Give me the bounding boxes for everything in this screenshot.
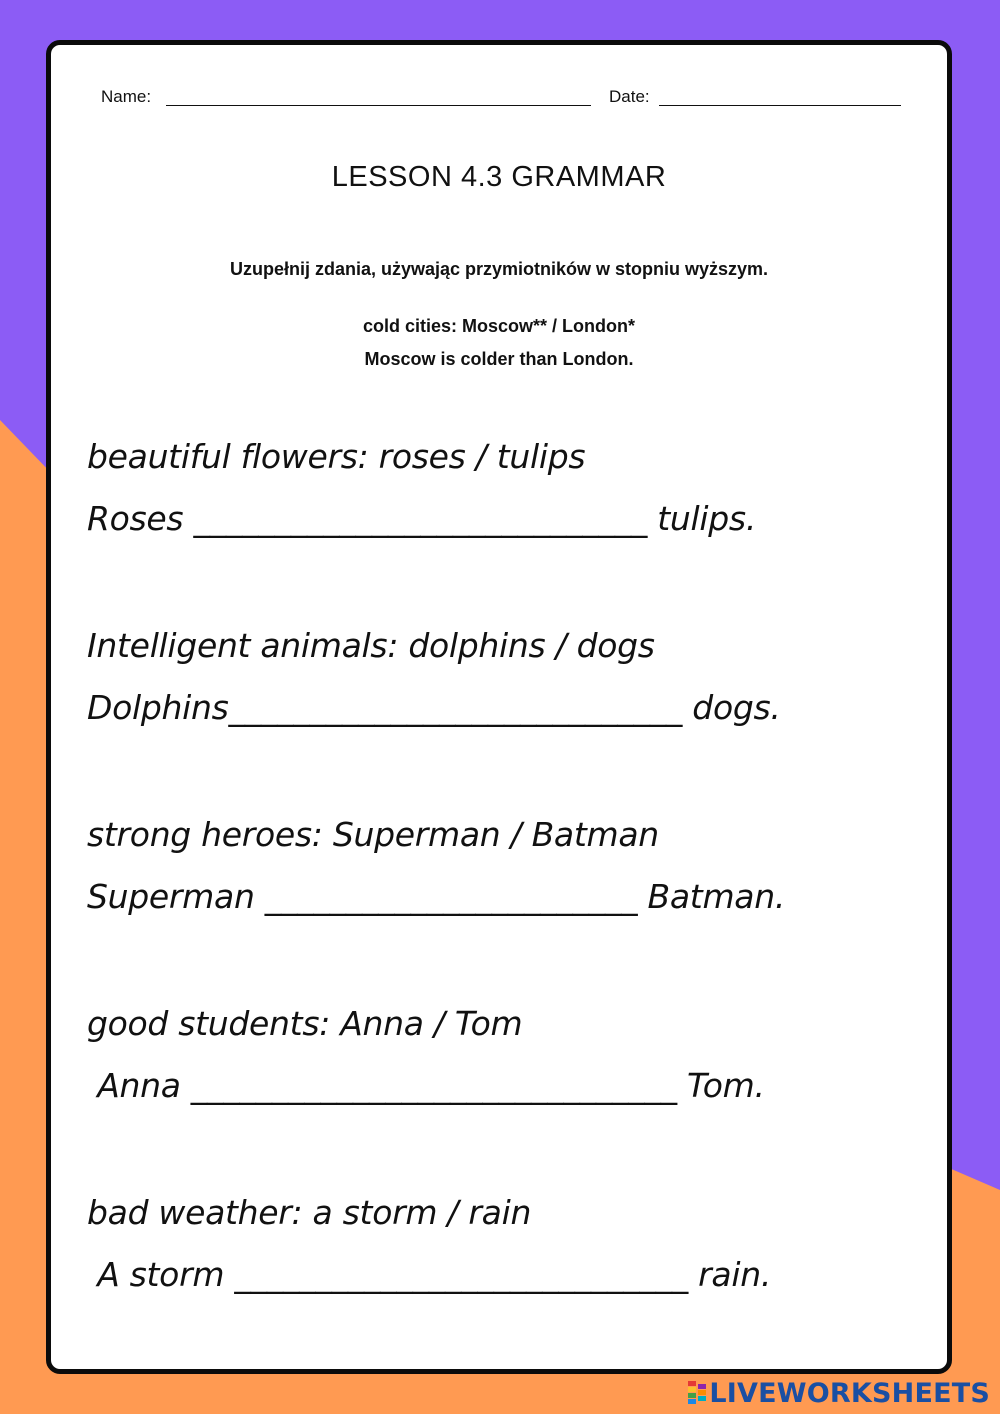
example-prompt: cold cities: Moscow** / London* <box>362 316 636 336</box>
exercise-prompt: Intelligent animals: dolphins / dogs <box>87 626 655 665</box>
watermark-text: LIVEWORKSHEETS <box>709 1377 990 1409</box>
exercise-answer-blank[interactable]: Roses ____________________________ tulips. <box>87 499 757 538</box>
exercise-prompt: bad weather: a storm / rain <box>87 1193 532 1232</box>
exercise-answer-blank[interactable]: Dolphins____________________________ dogs. <box>87 688 781 727</box>
date-field[interactable] <box>659 105 901 106</box>
liveworksheets-watermark[interactable] <box>688 1378 990 1408</box>
instruction-text: Uzupełnij zdania, używając przymiotników w stopniu wyższym. <box>229 259 769 279</box>
exercise-prompt: strong heroes: Superman / Batman <box>87 815 659 854</box>
exercise-prompt: good students: Anna / Tom <box>87 1004 523 1043</box>
example-answer: Moscow is colder than London. <box>364 349 634 369</box>
worksheet-page <box>46 40 952 1374</box>
exercise-prompt: beautiful flowers: roses / tulips <box>87 437 586 476</box>
header-row <box>101 87 901 109</box>
page-title: LESSON 4.3 GRAMMAR <box>331 161 667 193</box>
name-field[interactable] <box>166 105 591 106</box>
exercise-answer-blank[interactable]: A storm ____________________________ rain. <box>87 1255 772 1294</box>
name-label: Name: <box>101 87 152 106</box>
exercise-answer-blank[interactable]: Superman _______________________ Batman. <box>87 877 786 916</box>
liveworksheets-logo-icon <box>688 1381 706 1405</box>
date-label: Date: <box>609 87 650 106</box>
exercise-answer-blank[interactable]: Anna ______________________________ Tom. <box>87 1066 765 1105</box>
